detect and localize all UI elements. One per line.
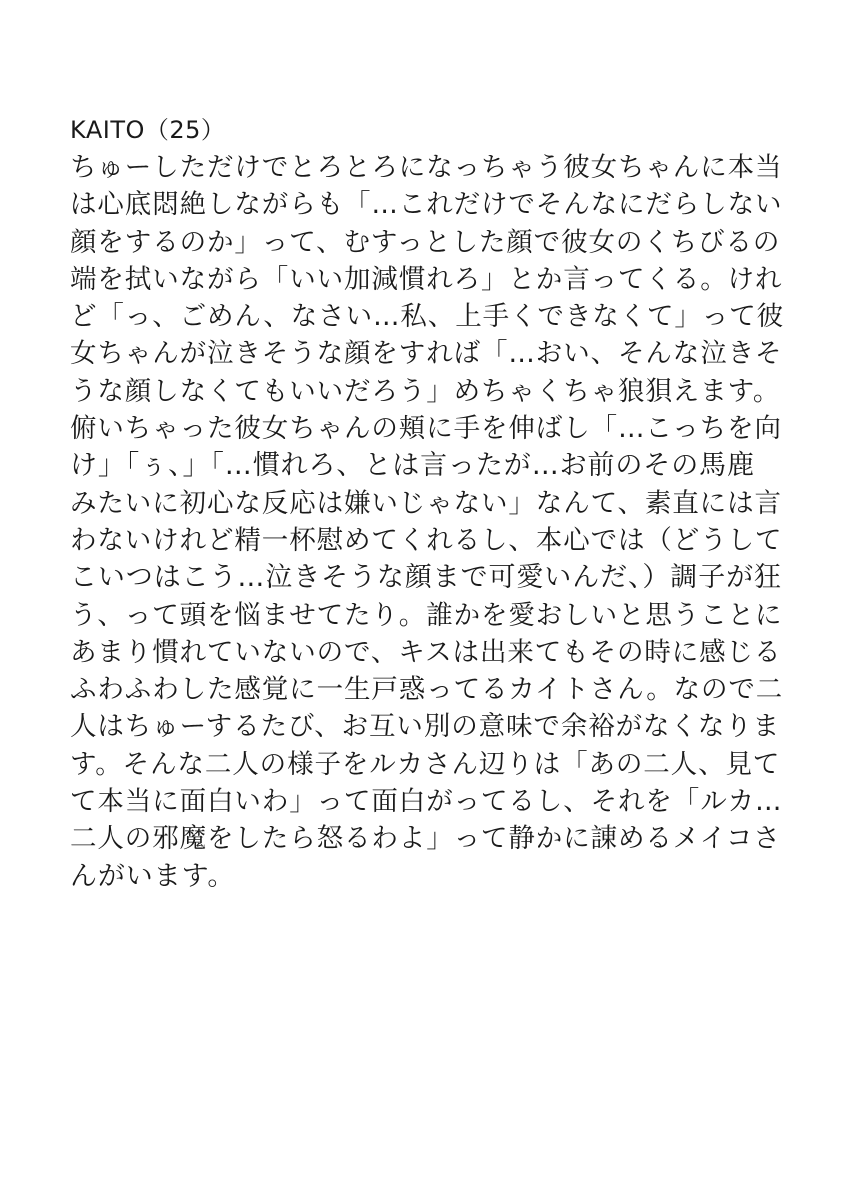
text-line: て本当に面白いわ」って面白がってるし、それを「ルカ… <box>70 786 783 818</box>
text-line: う、って頭を悩ませてたり。誰かを愛おしいと思うことに <box>70 599 783 631</box>
text-line: みたいに初心な反応は嫌いじゃない」なんて、素直には言 <box>70 487 782 519</box>
text-line: 女ちゃんが泣きそうな顔をすれば「…おい、そんな泣きそ <box>70 338 783 370</box>
text-line: 顔をするのか」って、むすっとした顔で彼女のくちびるの <box>70 226 781 258</box>
text-line: ふわふわした感覚に一生戸惑ってるカイトさん。なので二 <box>70 674 784 706</box>
text-line: け」「ぅ、」「…慣れろ、とは言ったが…お前のその馬鹿 <box>70 450 755 482</box>
paragraph <box>70 149 790 895</box>
text-line: んがいます。 <box>70 860 236 892</box>
text-line: ちゅーしただけでとろとろになっちゃう彼女ちゃんに本当 <box>70 152 783 183</box>
text-line: 端を拭いながら「いい加減慣れろ」とか言ってくる。けれ <box>70 263 783 295</box>
text-line: わないけれど精一杯慰めてくれるし、本心では（どうして <box>70 524 783 556</box>
text-line: す。そんな二人の様子をルカさん辺りは「あの二人、見て <box>70 748 781 780</box>
text-line: は心底悶絶しながらも「…これだけでそんなにだらしない <box>70 189 783 221</box>
document-title: KAITO（25） <box>70 116 226 144</box>
text-line: 人はちゅーするたび、お互い別の意味で余裕がなくなりま <box>70 711 781 743</box>
text-line: 俯いちゃった彼女ちゃんの頬に手を伸ばし「…こっちを向 <box>70 413 782 445</box>
text-line: あまり慣れていないので、キスは出来てもその時に感じる <box>70 636 782 668</box>
text-line: ど「っ、ごめん、なさい…私、上手くできなくて」って彼 <box>70 301 784 333</box>
text-line: 二人の邪魔をしたら怒るわよ」って静かに諌めるメイコさ <box>70 823 781 855</box>
text-line: うな顔しなくてもいいだろう」めちゃくちゃ狼狽えます。 <box>70 375 781 407</box>
document-body <box>70 112 790 895</box>
text-line: こいつはこう…泣きそうな顔まで可愛いんだ、）調子が狂 <box>70 562 782 594</box>
